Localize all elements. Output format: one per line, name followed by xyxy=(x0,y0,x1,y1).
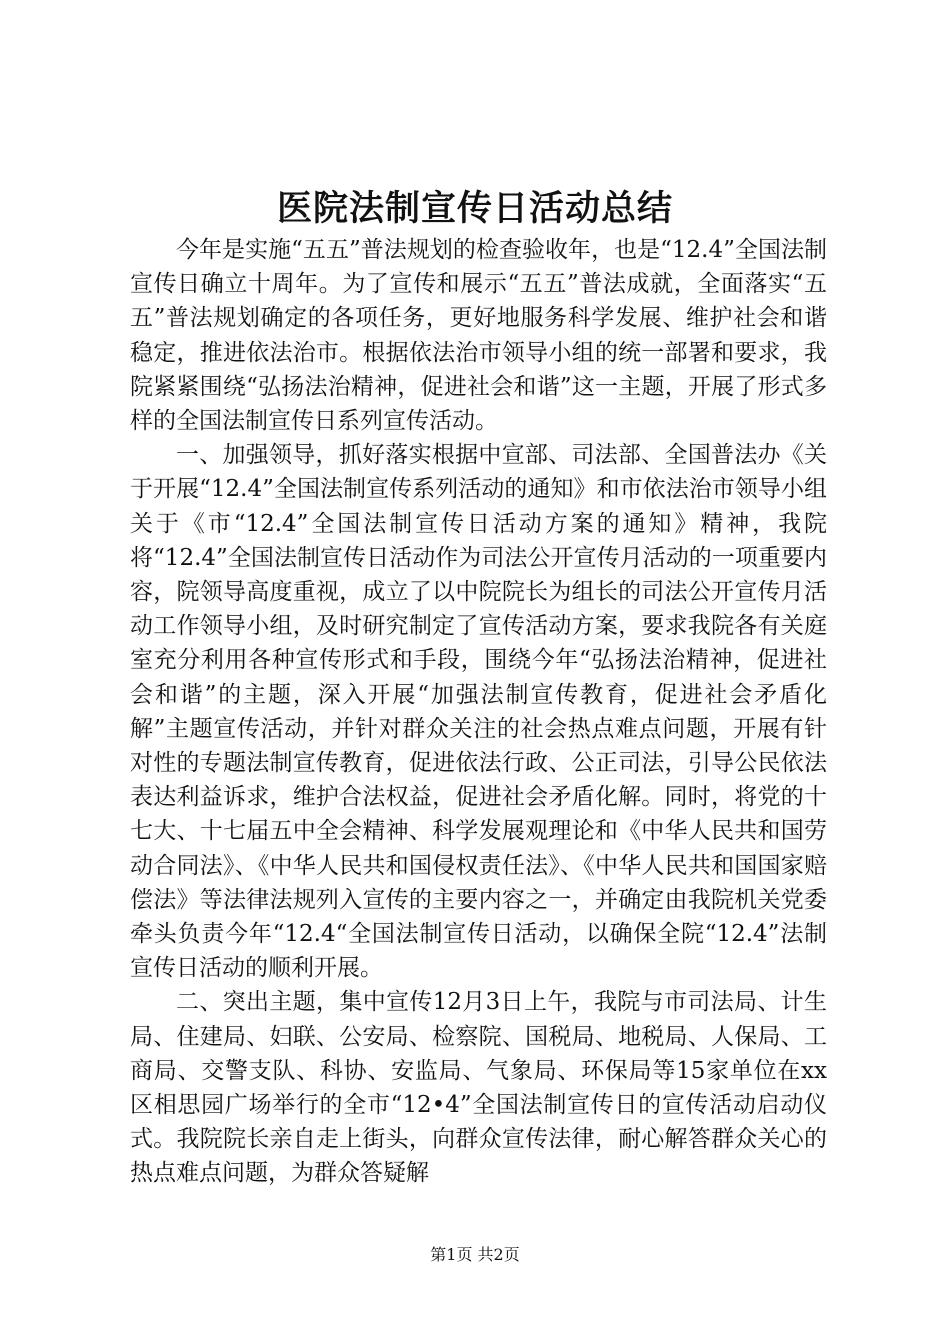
page-number-footer: 第1页 共2页 xyxy=(430,1245,520,1264)
paragraph-section-one: 一、加强领导，抓好落实根据中宣部、司法部、全国普法办《关于开展“12.4”全国法制宣传系列活动的通知》和市依法治市领导小组关于《市“12.4”全国法制宣传日活动方案的通知》精神，我院将“12.4”全国法制宣传日活动作为司法公开宣传月活动的一项重要内容，院领导高度重视，成立了以中院院长为组长的司法公开宣传月活动工作领导小组，及时研究制定了宣传活动方案，要求我院各有关庭室充分利用各种宣传形式和手段，围绕今年“弘扬法治精神，促进社会和谐”的主题，深入开展“加强法制宣传教育，促进社会矛盾化解”主题宣传活动，并针对群众关注的社会热点难点问题，开展有针对性的专题法制宣传教育，促进依法行政、公正司法，引导公民依法表达利益诉求，维护合法权益，促进社会矛盾化解。同时，将党的十七大、十七届五中全会精神、科学发展观理论和《中华人民共和国劳动合同法》、《中华人民共和国侵权责任法》、《中华人民共和国国家赔偿法》等法律法规列入宣传的主要内容之一，并确定由我院机关党委牵头负责今年“12.4“全国法制宣传日活动，以确保全院“12.4”法制宣传日活动的顺利开展。 xyxy=(130,442,827,982)
paragraph-section-two: 二、突出主题，集中宣传12月3日上午，我院与市司法局、计生局、住建局、妇联、公安局、检察院、国税局、地税局、人保局、工商局、交警支队、科协、安监局、气象局、环保局等15家单位在xx区相思园广场举行的全市“12•4”全国法制宣传日的宣传活动启动仪式。我院院长亲自走上街头，向群众宣传法律，耐心解答群众关心的热点难点问题，为群众答疑解 xyxy=(130,989,827,1187)
document-body xyxy=(130,233,827,1191)
document-title: 医院法制宣传日活动总结 xyxy=(276,188,673,229)
paragraph-intro: 今年是实施“五五”普法规划的检查验收年，也是“12.4”全国法制宣传日确立十周年。为了宣传和展示“五五”普法成就，全面落实“五五”普法规划确定的各项任务，更好地服务科学发展、维护社会和谐稳定，推进依法治市。根据依法治市领导小组的统一部署和要求，我院紧紧围绕“弘扬法治精神，促进社会和谐”这一主题，开展了形式多样的全国法制宣传日系列宣传活动。 xyxy=(130,237,827,435)
